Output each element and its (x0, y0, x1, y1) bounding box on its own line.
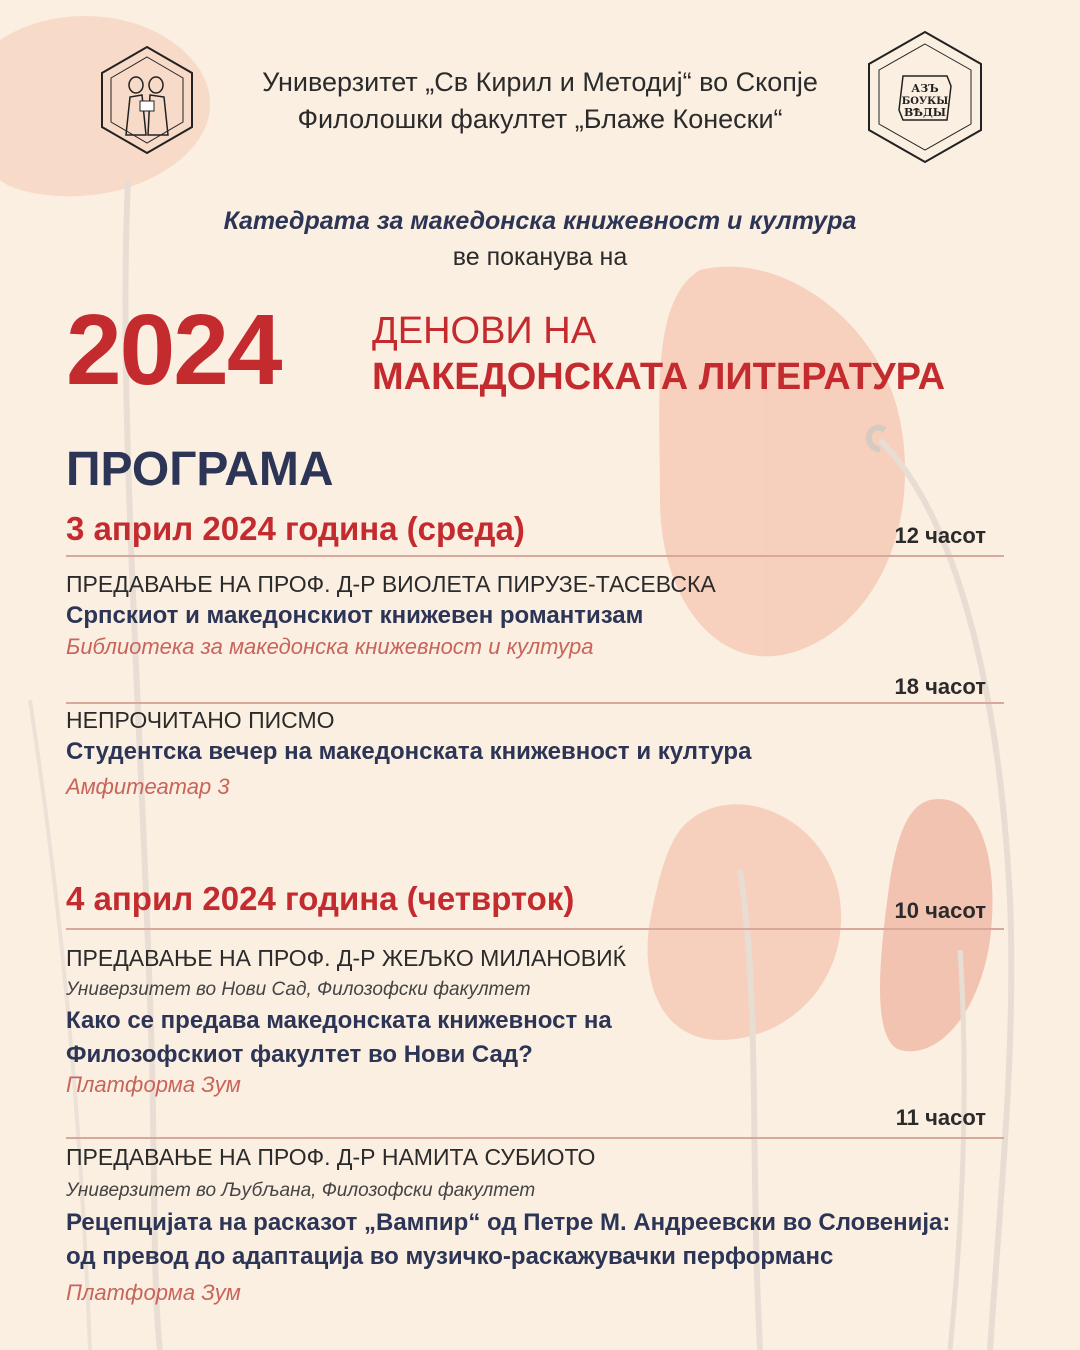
divider (66, 1137, 1004, 1139)
session-speaker: ПРЕДАВАЊЕ НА ПРОФ. Д-Р ВИОЛЕТА ПИРУЗЕ-ТАСЕВСКА (66, 571, 716, 597)
university-name: Универзитет „Св Кирил и Методиј“ во Скопје (262, 67, 818, 97)
svg-text:АЗЪ: АЗЪ (911, 82, 939, 95)
session-place: Библиотека за македонска книжевност и култура (66, 634, 594, 659)
session-title: Српскиот и македонскиот книжевен романтизам (66, 602, 644, 629)
svg-text:ВѢДЫ: ВѢДЫ (904, 106, 946, 119)
session-title-line1: Како се предава македонската книжевност на (66, 1007, 612, 1034)
session-place: Платформа Зум (66, 1280, 241, 1305)
session-time: 12 часот (894, 523, 986, 548)
event-year: 2024 (66, 294, 281, 406)
divider (66, 928, 1004, 930)
svg-text:БОУКЫ: БОУКЫ (901, 96, 949, 107)
session-affiliation: Универзитет во Нови Сад, Филозофски факултет (66, 979, 531, 1000)
invite-text: ве поканува на (452, 243, 628, 271)
divider (66, 702, 1004, 704)
session-title-line1: Рецепцијата на расказот „Вампир“ од Петре М. Андреевски во Словенија: (66, 1209, 951, 1236)
day-date: 3 април 2024 година (среда) (66, 510, 525, 547)
session-speaker: ПРЕДАВАЊЕ НА ПРОФ. Д-Р НАМИТА СУБИОТО (66, 1144, 596, 1170)
session-title-line2: од превод до адаптација во музичко-раскажувачки перформанс (66, 1243, 834, 1270)
session-time: 11 часот (895, 1105, 986, 1130)
program-heading: ПРОГРАМА (66, 443, 334, 496)
event-title-line2: МАКЕДОНСКАТА ЛИТЕРАТУРА (372, 356, 946, 398)
university-seal-logo (92, 45, 202, 155)
session-speaker: ПРЕДАВАЊЕ НА ПРОФ. Д-Р ЖЕЉКО МИЛАНОВИЌ (66, 945, 627, 971)
faculty-name: Филолошки факултет „Блаже Конески“ (297, 104, 783, 134)
divider (66, 555, 1004, 557)
session-title: Студентска вечер на македонската книжевност и култура (66, 738, 752, 765)
day-date: 4 април 2024 година (четврток) (66, 880, 575, 917)
event-title-line1: ДЕНОВИ НА (372, 310, 597, 352)
session-place: Амфитеатар 3 (66, 774, 230, 799)
session-time: 10 часот (894, 898, 986, 923)
session-speaker: НЕПРОЧИТАНО ПИСМО (66, 707, 335, 733)
department-name: Катедрата за македонска книжевност и култура (223, 207, 857, 235)
session-title-line2: Филозофскиот факултет во Нови Сад? (66, 1041, 533, 1068)
session-place: Платформа Зум (66, 1072, 241, 1097)
session-affiliation: Универзитет во Љубљана, Филозофски факултет (66, 1180, 536, 1201)
session-time: 18 часот (894, 674, 986, 699)
